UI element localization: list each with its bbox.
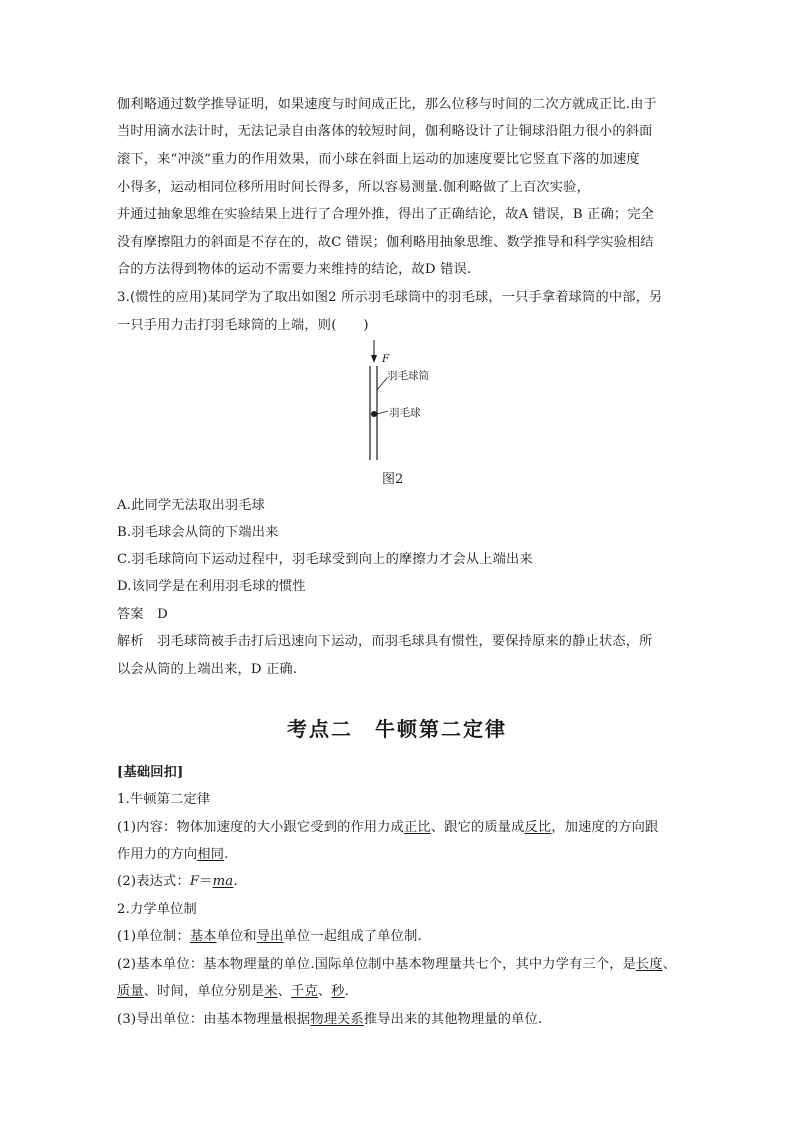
option-c: C.羽毛球筒向下运动过程中，羽毛球受到向上的摩擦力才会从上端出来: [117, 552, 533, 567]
explanation-line: 滚下，来“冲淡”重力的作用效果，而小球在斜面上运动的加速度要比它竖直下落的加速度: [117, 152, 640, 167]
text-span: (2)基本单位：基本物理量的单位.国际单位制中基本物理量共七个，其中力学有三个，是: [117, 957, 637, 972]
text-span: (2)表达式：: [117, 874, 190, 889]
explanation-line: 并通过抽象思维在实验结果上进行了合理外推，得出了正确结论，故A 错误，B 正确；完全: [117, 207, 655, 222]
blank-answer: 基本: [189, 929, 217, 944]
text-span: ＝: [199, 874, 213, 889]
explanation-line: 伽利略通过数学推导证明，如果速度与时间成正比，那么位移与时间的二次方就成正比.由于: [117, 97, 657, 112]
option-d: D.该同学是在利用羽毛球的惯性: [117, 579, 306, 594]
explanation-line: 当时用滴水法计时，无法记录自由落体的较短时间，伽利略设计了让铜球沿阻力很小的斜面: [117, 124, 653, 139]
text-span: 、: [662, 957, 677, 972]
blank-answer: 物理关系: [310, 1012, 364, 1027]
force-label: F: [382, 353, 390, 365]
blank-answer: 秒: [331, 984, 345, 999]
text-span: 单位一起组成了单位制.: [283, 929, 422, 944]
option-a: A.此同学无法取出羽毛球: [117, 498, 265, 513]
answer: 答案 D: [117, 607, 168, 622]
blank-answer: ma: [212, 874, 234, 889]
derived-units: [117, 1010, 542, 1030]
ball-label: 羽毛球: [389, 407, 421, 419]
explanation-line: 小得多，运动相同位移所用时间长得多，所以容易测量.伽利略做了上百次实验，: [117, 180, 590, 195]
basics-heading: [基础回扣]: [117, 765, 184, 780]
law-content: [117, 818, 658, 838]
text-span: 、: [143, 984, 158, 999]
text-span: .: [233, 874, 238, 889]
analysis: 解析 羽毛球筒被手击打后迅速向下运动，而羽毛球具有惯性，要保持原来的静止状态，所: [117, 634, 653, 649]
law-content: [117, 845, 229, 865]
item-title: 1.牛顿第二定律: [117, 792, 211, 807]
base-units: [117, 982, 349, 1002]
figure-caption: 图2: [382, 472, 404, 487]
text-span: ，单位分别是: [183, 984, 265, 999]
text-span: 时间: [157, 984, 184, 999]
text-span: 单位和: [216, 929, 257, 944]
text-span: .: [224, 847, 229, 862]
question-stem: 一只手用力击打羽毛球筒的上端，则( ): [117, 318, 369, 333]
explanation-line: 合的方法得到物体的运动不需要力来维持的结论，故D 错误.: [117, 262, 472, 277]
blank-answer: 千克: [291, 984, 318, 999]
blank-answer: 正比: [404, 820, 431, 835]
blank-answer: 质量: [117, 984, 144, 999]
section-title: 考点二 牛顿第二定律: [287, 717, 507, 741]
text-span: (1)内容：物体加速度的大小跟它受到的作用力成: [117, 820, 405, 835]
formula-var: F: [189, 874, 200, 889]
law-expression: [117, 872, 238, 892]
text-span: (1)单位制：: [117, 929, 190, 944]
text-span: 推导出来的其他物理量的单位.: [363, 1012, 543, 1027]
text-span: 、跟它的质量成: [430, 820, 525, 835]
text-span: .: [344, 984, 350, 999]
option-b: B.羽毛球会从筒的下端出来: [117, 525, 279, 540]
blank-answer: 相同: [197, 847, 225, 862]
badminton-tube-figure: [360, 338, 480, 464]
unit-system: [117, 927, 422, 947]
analysis: 以会从筒的上端出来，D 正确.: [117, 662, 298, 677]
blank-answer: 长度: [636, 957, 663, 972]
tube-label: 羽毛球筒: [387, 370, 429, 382]
question-stem: 3.(惯性的应用)某同学为了取出如图2 所示羽毛球筒中的羽毛球，一只手拿着球筒的中部，另: [117, 290, 663, 305]
blank-answer: 导出: [256, 929, 284, 944]
text-span: 、: [277, 984, 292, 999]
text-span: 、: [317, 984, 332, 999]
blank-answer: 米: [264, 984, 278, 999]
base-units: [117, 955, 676, 975]
ball-icon: [371, 411, 377, 417]
text-span: 作用力的方向: [117, 847, 198, 862]
text-span: (3)导出单位：由基本物理量根据: [117, 1012, 311, 1027]
explanation-line: 没有摩擦阻力的斜面是不存在的，故C 错误；伽利略用抽象思维、数学推导和科学实验相结: [117, 235, 654, 250]
blank-answer: 反比: [524, 820, 552, 835]
item-title: 2.力学单位制: [117, 902, 197, 917]
text-span: ，加速度的方向跟: [551, 820, 659, 835]
